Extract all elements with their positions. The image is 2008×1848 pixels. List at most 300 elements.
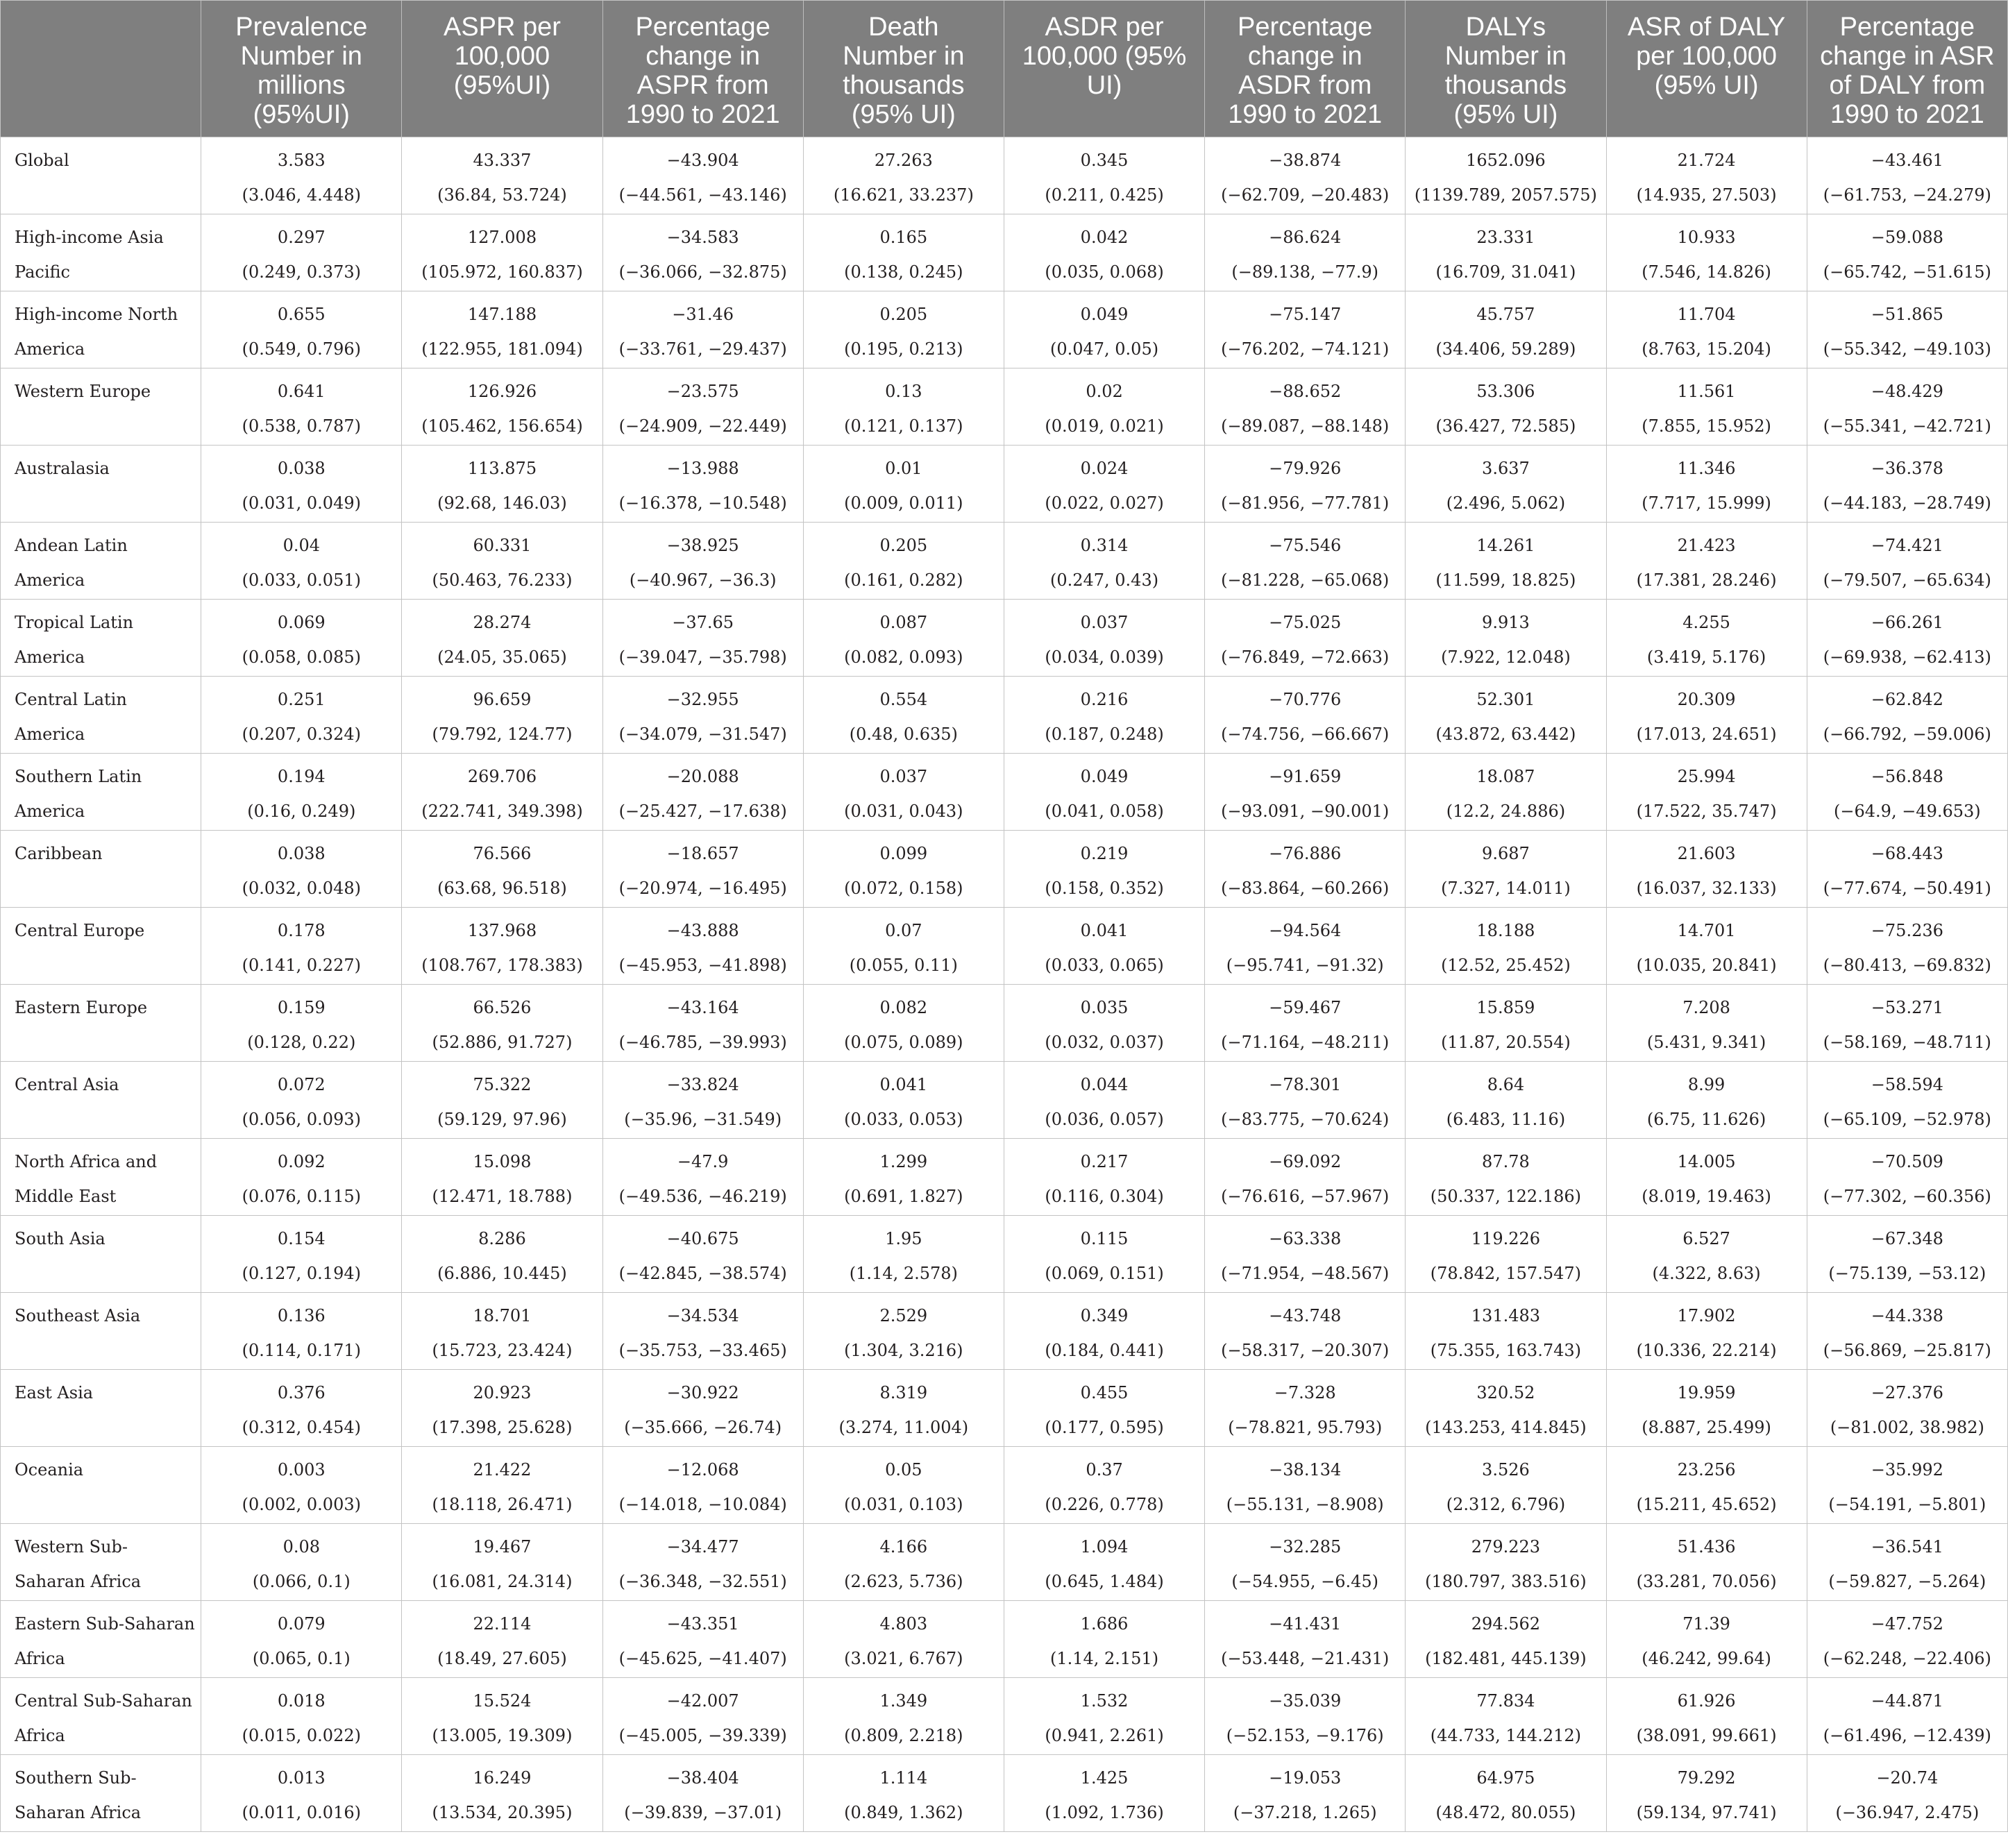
aspr-cell <box>402 831 602 908</box>
daly-asr-change-ci: (−77.302, −60.356) <box>1823 1187 1991 1206</box>
asdr-change-value: −70.776 <box>1269 690 1342 709</box>
table-header <box>1 1 2008 137</box>
prevalence-number-cell <box>201 523 402 600</box>
daly-asr-change-cell <box>1807 1447 2008 1524</box>
aspr-change-cell <box>603 1370 804 1447</box>
aspr-change-value: −34.583 <box>666 228 739 247</box>
dalys-number-cell <box>1406 1216 1606 1293</box>
daly-asr-cell <box>1607 523 1807 600</box>
death-number-ci: (1.304, 3.216) <box>844 1341 963 1360</box>
prevalence-number-cell <box>201 1601 402 1678</box>
dalys-number-ci: (7.922, 12.048) <box>1441 647 1571 667</box>
daly-asr-cell <box>1607 908 1807 985</box>
dalys-number-cell <box>1406 1678 1606 1755</box>
aspr-value: 16.249 <box>473 1768 532 1788</box>
aspr-change-value: −33.824 <box>666 1075 739 1094</box>
prevalence-number-cell <box>201 1293 402 1370</box>
daly-asr-change-value: −47.752 <box>1871 1614 1943 1634</box>
aspr-value: 19.467 <box>473 1537 532 1557</box>
death-number-value: 2.529 <box>879 1306 928 1325</box>
asdr-value: 0.049 <box>1080 767 1129 786</box>
daly-asr-change-cell <box>1807 368 2008 446</box>
daly-asr-cell <box>1607 1755 1807 1832</box>
asdr-cell <box>1004 1447 1205 1524</box>
daly-asr-ci: (14.935, 27.503) <box>1636 185 1777 205</box>
asdr-value: 0.217 <box>1080 1152 1129 1171</box>
daly-asr-cell <box>1607 291 1807 368</box>
asdr-value: 0.37 <box>1086 1460 1123 1480</box>
dalys-number-ci: (78.842, 157.547) <box>1430 1264 1582 1283</box>
daly-asr-cell <box>1607 137 1807 214</box>
dalys-number-value: 1652.096 <box>1466 151 1546 170</box>
death-number-ci: (0.195, 0.213) <box>844 339 963 359</box>
death-number-cell <box>804 1216 1004 1293</box>
aspr-value: 269.706 <box>467 767 537 786</box>
daly-asr-change-ci: (−59.827, −5.264) <box>1828 1572 1986 1591</box>
dalys-number-ci: (12.2, 24.886) <box>1446 802 1566 821</box>
header-row <box>1 1 2008 137</box>
daly-asr-value: 11.346 <box>1677 459 1736 478</box>
table-row-central-asia <box>1 1062 2008 1139</box>
region-label: East Asia <box>1 1370 201 1447</box>
asdr-ci: (1.14, 2.151) <box>1049 1649 1159 1668</box>
daly-asr-change-ci: (−55.341, −42.721) <box>1823 416 1991 436</box>
daly-asr-value: 4.255 <box>1682 613 1730 632</box>
aspr-value: 76.566 <box>473 844 532 863</box>
daly-asr-change-ci: (−56.869, −25.817) <box>1823 1341 1991 1360</box>
asdr-cell <box>1004 985 1205 1062</box>
aspr-change-ci: (−25.427, −17.638) <box>618 802 787 821</box>
prevalence-number-value: 0.018 <box>277 1691 326 1711</box>
daly-asr-change-value: −68.443 <box>1871 844 1943 863</box>
aspr-ci: (52.886, 91.727) <box>432 1033 573 1052</box>
aspr-change-cell <box>603 368 804 446</box>
aspr-change-cell <box>603 1062 804 1139</box>
aspr-change-value: −31.46 <box>672 305 734 324</box>
asdr-value: 1.094 <box>1080 1537 1129 1557</box>
death-number-cell <box>804 600 1004 677</box>
prevalence-number-ci: (0.065, 0.1) <box>252 1649 351 1668</box>
asdr-change-cell <box>1205 1139 1406 1216</box>
asdr-cell <box>1004 1139 1205 1216</box>
death-number-value: 4.166 <box>879 1537 928 1557</box>
table-row-caribbean <box>1 831 2008 908</box>
daly-asr-change-cell <box>1807 1524 2008 1601</box>
region-label: Andean Latin America <box>1 523 201 600</box>
death-number-cell <box>804 985 1004 1062</box>
aspr-change-ci: (−24.909, −22.449) <box>618 416 787 436</box>
death-number-cell <box>804 1524 1004 1601</box>
asdr-value: 0.044 <box>1080 1075 1129 1094</box>
prevalence-number-cell <box>201 1370 402 1447</box>
aspr-cell <box>402 291 602 368</box>
dalys-number-cell <box>1406 985 1606 1062</box>
aspr-change-cell <box>603 1139 804 1216</box>
aspr-change-ci: (−33.761, −29.437) <box>618 339 787 359</box>
aspr-ci: (12.471, 18.788) <box>432 1187 573 1206</box>
header-daly-asr: ASR of DALY per 100,000 (95% UI) <box>1607 1 1807 137</box>
death-number-value: 0.087 <box>879 613 928 632</box>
daly-asr-value: 21.724 <box>1677 151 1736 170</box>
aspr-value: 113.875 <box>467 459 537 478</box>
prevalence-number-value: 0.159 <box>277 998 326 1017</box>
prevalence-number-cell <box>201 908 402 985</box>
daly-asr-cell <box>1607 1139 1807 1216</box>
daly-asr-cell <box>1607 446 1807 523</box>
daly-asr-change-value: −36.378 <box>1871 459 1943 478</box>
aspr-cell <box>402 523 602 600</box>
asdr-change-ci: (−76.616, −57.967) <box>1221 1187 1390 1206</box>
asdr-ci: (0.041, 0.058) <box>1045 802 1164 821</box>
daly-asr-cell <box>1607 831 1807 908</box>
death-number-ci: (0.031, 0.043) <box>844 802 963 821</box>
asdr-change-cell <box>1205 677 1406 754</box>
death-number-value: 0.205 <box>879 536 928 555</box>
asdr-change-value: −91.659 <box>1269 767 1342 786</box>
aspr-cell <box>402 677 602 754</box>
aspr-value: 43.337 <box>473 151 532 170</box>
daly-asr-change-value: −27.376 <box>1871 1383 1943 1402</box>
dalys-number-value: 64.975 <box>1476 1768 1535 1788</box>
aspr-change-value: −43.888 <box>666 921 739 940</box>
dalys-number-ci: (2.496, 5.062) <box>1446 493 1566 513</box>
aspr-change-ci: (−39.047, −35.798) <box>618 647 787 667</box>
death-number-value: 1.349 <box>879 1691 928 1711</box>
asdr-change-cell <box>1205 368 1406 446</box>
asdr-ci: (1.092, 1.736) <box>1045 1803 1164 1822</box>
daly-asr-ci: (38.091, 99.661) <box>1636 1726 1777 1745</box>
aspr-cell <box>402 446 602 523</box>
dalys-number-cell <box>1406 1601 1606 1678</box>
aspr-change-cell <box>603 985 804 1062</box>
aspr-change-cell <box>603 1678 804 1755</box>
table-row-north-africa-and-middle-east <box>1 1139 2008 1216</box>
region-label: Central Europe <box>1 908 201 985</box>
asdr-change-cell <box>1205 1370 1406 1447</box>
aspr-change-cell <box>603 600 804 677</box>
death-number-cell <box>804 1370 1004 1447</box>
aspr-change-value: −37.65 <box>672 613 734 632</box>
death-number-cell <box>804 446 1004 523</box>
dalys-number-value: 18.087 <box>1476 767 1535 786</box>
asdr-value: 1.686 <box>1080 1614 1129 1634</box>
death-number-ci: (0.691, 1.827) <box>844 1187 963 1206</box>
aspr-ci: (24.05, 35.065) <box>437 647 567 667</box>
aspr-cell <box>402 1678 602 1755</box>
header-asdr-change: Percentage change in ASDR from 1990 to 2021 <box>1205 1 1406 137</box>
asdr-value: 0.219 <box>1080 844 1129 863</box>
death-number-value: 0.041 <box>879 1075 928 1094</box>
daly-asr-change-ci: (−36.947, 2.475) <box>1835 1803 1980 1822</box>
death-number-value: 0.205 <box>879 305 928 324</box>
daly-asr-change-cell <box>1807 985 2008 1062</box>
aspr-change-value: −43.164 <box>666 998 739 1017</box>
region-label: Australasia <box>1 446 201 523</box>
daly-asr-change-cell <box>1807 446 2008 523</box>
dalys-number-value: 9.913 <box>1482 613 1530 632</box>
daly-asr-cell <box>1607 214 1807 291</box>
daly-asr-value: 79.292 <box>1677 1768 1736 1788</box>
daly-asr-ci: (16.037, 32.133) <box>1636 879 1777 898</box>
aspr-change-value: −38.404 <box>666 1768 739 1788</box>
death-number-ci: (0.055, 0.11) <box>849 956 958 975</box>
asdr-change-cell <box>1205 600 1406 677</box>
dalys-number-ci: (1139.789, 2057.575) <box>1414 185 1597 205</box>
asdr-change-value: −41.431 <box>1269 1614 1342 1634</box>
aspr-change-cell <box>603 831 804 908</box>
prevalence-number-value: 0.297 <box>277 228 326 247</box>
asdr-ci: (0.247, 0.43) <box>1049 570 1159 590</box>
aspr-change-value: −38.925 <box>666 536 739 555</box>
daly-asr-change-value: −51.865 <box>1871 305 1943 324</box>
asdr-change-cell <box>1205 291 1406 368</box>
daly-asr-change-ci: (−62.248, −22.406) <box>1823 1649 1991 1668</box>
asdr-change-value: −75.147 <box>1269 305 1342 324</box>
asdr-cell <box>1004 908 1205 985</box>
death-number-cell <box>804 677 1004 754</box>
dalys-number-value: 18.188 <box>1476 921 1535 940</box>
prevalence-number-ci: (0.16, 0.249) <box>247 802 356 821</box>
daly-asr-change-cell <box>1807 908 2008 985</box>
death-number-value: 0.554 <box>879 690 928 709</box>
daly-asr-ci: (7.717, 15.999) <box>1642 493 1771 513</box>
daly-asr-change-ci: (−61.496, −12.439) <box>1823 1726 1991 1745</box>
daly-asr-change-ci: (−44.183, −28.749) <box>1823 493 1991 513</box>
region-label: Southeast Asia <box>1 1293 201 1370</box>
aspr-change-ci: (−45.953, −41.898) <box>618 956 787 975</box>
asdr-cell <box>1004 677 1205 754</box>
aspr-change-cell <box>603 1293 804 1370</box>
daly-asr-change-value: −58.594 <box>1871 1075 1943 1094</box>
asdr-ci: (0.033, 0.065) <box>1045 956 1164 975</box>
death-number-cell <box>804 368 1004 446</box>
asdr-ci: (0.941, 2.261) <box>1045 1726 1164 1745</box>
region-label: Eastern Europe <box>1 985 201 1062</box>
aspr-ci: (222.741, 349.398) <box>421 802 583 821</box>
dalys-number-value: 23.331 <box>1476 228 1535 247</box>
aspr-change-cell <box>603 291 804 368</box>
asdr-change-ci: (−81.956, −77.781) <box>1221 493 1390 513</box>
daly-asr-change-value: −43.461 <box>1871 151 1943 170</box>
asdr-change-ci: (−71.954, −48.567) <box>1221 1264 1390 1283</box>
asdr-cell <box>1004 1062 1205 1139</box>
prevalence-number-ci: (0.015, 0.022) <box>242 1726 361 1745</box>
prevalence-number-value: 0.251 <box>277 690 326 709</box>
asdr-value: 0.314 <box>1080 536 1129 555</box>
dalys-number-cell <box>1406 1062 1606 1139</box>
prevalence-number-cell <box>201 1062 402 1139</box>
asdr-change-ci: (−58.317, −20.307) <box>1221 1341 1390 1360</box>
asdr-change-ci: (−62.709, −20.483) <box>1221 185 1390 205</box>
dalys-number-ci: (2.312, 6.796) <box>1446 1495 1566 1514</box>
daly-asr-ci: (17.013, 24.651) <box>1636 724 1777 744</box>
table-row-central-sub-saharan-africa <box>1 1678 2008 1755</box>
aspr-cell <box>402 1216 602 1293</box>
daly-asr-change-cell <box>1807 831 2008 908</box>
aspr-change-cell <box>603 1524 804 1601</box>
daly-asr-ci: (7.855, 15.952) <box>1642 416 1771 436</box>
region-label: Southern Latin America <box>1 754 201 831</box>
death-number-cell <box>804 831 1004 908</box>
daly-asr-change-value: −44.871 <box>1871 1691 1943 1711</box>
daly-asr-change-value: −35.992 <box>1871 1460 1943 1480</box>
daly-asr-change-cell <box>1807 137 2008 214</box>
asdr-change-cell <box>1205 985 1406 1062</box>
asdr-ci: (0.034, 0.039) <box>1045 647 1164 667</box>
daly-asr-change-value: −56.848 <box>1871 767 1943 786</box>
daly-asr-change-value: −53.271 <box>1871 998 1943 1017</box>
death-number-ci: (1.14, 2.578) <box>849 1264 958 1283</box>
asdr-change-value: −32.285 <box>1269 1537 1342 1557</box>
header-asdr: ASDR per 100,000 (95% UI) <box>1004 1 1205 137</box>
prevalence-number-value: 0.072 <box>277 1075 326 1094</box>
prevalence-number-ci: (0.056, 0.093) <box>242 1110 361 1129</box>
daly-asr-ci: (46.242, 99.64) <box>1642 1649 1771 1668</box>
dalys-number-cell <box>1406 446 1606 523</box>
death-number-cell <box>804 1447 1004 1524</box>
prevalence-number-ci: (0.058, 0.085) <box>242 647 361 667</box>
prevalence-number-value: 0.003 <box>277 1460 326 1480</box>
death-number-ci: (0.48, 0.635) <box>849 724 958 744</box>
death-number-ci: (0.138, 0.245) <box>844 262 963 282</box>
asdr-cell <box>1004 754 1205 831</box>
death-number-ci: (3.274, 11.004) <box>838 1418 969 1437</box>
aspr-cell <box>402 600 602 677</box>
death-number-value: 0.099 <box>879 844 928 863</box>
region-label: Caribbean <box>1 831 201 908</box>
aspr-ci: (105.972, 160.837) <box>421 262 583 282</box>
aspr-cell <box>402 1293 602 1370</box>
death-number-value: 1.299 <box>879 1152 928 1171</box>
table-body <box>1 137 2008 1832</box>
dalys-number-value: 9.687 <box>1482 844 1530 863</box>
aspr-change-value: −30.922 <box>666 1383 739 1402</box>
prevalence-number-ci: (0.312, 0.454) <box>242 1418 361 1437</box>
asdr-change-cell <box>1205 214 1406 291</box>
aspr-change-value: −12.068 <box>666 1460 739 1480</box>
dalys-number-cell <box>1406 908 1606 985</box>
daly-asr-cell <box>1607 1370 1807 1447</box>
asdr-cell <box>1004 214 1205 291</box>
prevalence-number-ci: (3.046, 4.448) <box>242 185 361 205</box>
death-number-value: 0.082 <box>879 998 928 1017</box>
daly-asr-ci: (3.419, 5.176) <box>1646 647 1766 667</box>
prevalence-number-ci: (0.207, 0.324) <box>242 724 361 744</box>
death-number-ci: (0.033, 0.053) <box>844 1110 963 1129</box>
asdr-ci: (0.158, 0.352) <box>1045 879 1164 898</box>
aspr-change-ci: (−42.845, −38.574) <box>618 1264 787 1283</box>
asdr-change-value: −63.338 <box>1269 1229 1342 1248</box>
dalys-number-value: 3.637 <box>1482 459 1530 478</box>
daly-asr-value: 17.902 <box>1677 1306 1736 1325</box>
daly-asr-change-ci: (−79.507, −65.634) <box>1823 570 1991 590</box>
asdr-change-ci: (−76.202, −74.121) <box>1221 339 1390 359</box>
daly-asr-ci: (7.546, 14.826) <box>1642 262 1771 282</box>
aspr-change-value: −23.575 <box>666 382 739 401</box>
daly-asr-change-cell <box>1807 523 2008 600</box>
death-number-ci: (0.072, 0.158) <box>844 879 963 898</box>
dalys-number-ci: (50.337, 122.186) <box>1430 1187 1582 1206</box>
asdr-change-ci: (−89.138, −77.9) <box>1231 262 1379 282</box>
death-number-cell <box>804 1601 1004 1678</box>
death-number-value: 0.07 <box>885 921 922 940</box>
aspr-cell <box>402 908 602 985</box>
region-label: North Africa and Middle East <box>1 1139 201 1216</box>
death-number-value: 0.13 <box>885 382 922 401</box>
prevalence-number-cell <box>201 677 402 754</box>
daly-asr-ci: (10.336, 22.214) <box>1636 1341 1777 1360</box>
asdr-ci: (0.036, 0.057) <box>1045 1110 1164 1129</box>
prevalence-number-ci: (0.549, 0.796) <box>242 339 361 359</box>
dalys-number-value: 3.526 <box>1482 1460 1530 1480</box>
dalys-number-cell <box>1406 831 1606 908</box>
prevalence-number-ci: (0.033, 0.051) <box>242 570 361 590</box>
region-label: Central Sub-Saharan Africa <box>1 1678 201 1755</box>
aspr-change-ci: (−14.018, −10.084) <box>618 1495 787 1514</box>
asdr-change-ci: (−83.775, −70.624) <box>1221 1110 1390 1129</box>
daly-asr-cell <box>1607 1524 1807 1601</box>
daly-asr-change-cell <box>1807 754 2008 831</box>
dalys-number-value: 294.562 <box>1471 1614 1541 1634</box>
aspr-change-value: −47.9 <box>677 1152 729 1171</box>
header-corner <box>1 1 201 137</box>
asdr-change-cell <box>1205 1678 1406 1755</box>
asdr-change-cell <box>1205 908 1406 985</box>
asdr-change-value: −38.874 <box>1269 151 1342 170</box>
dalys-number-ci: (180.797, 383.516) <box>1425 1572 1587 1591</box>
aspr-change-ci: (−16.378, −10.548) <box>618 493 787 513</box>
daly-asr-ci: (6.75, 11.626) <box>1646 1110 1766 1129</box>
dalys-number-ci: (11.599, 18.825) <box>1435 570 1576 590</box>
prevalence-number-cell <box>201 137 402 214</box>
aspr-ci: (13.005, 19.309) <box>432 1726 573 1745</box>
dalys-number-cell <box>1406 1755 1606 1832</box>
asdr-value: 1.425 <box>1080 1768 1129 1788</box>
asdr-change-value: −69.092 <box>1269 1152 1342 1171</box>
prevalence-number-value: 0.655 <box>277 305 326 324</box>
prevalence-number-value: 0.376 <box>277 1383 326 1402</box>
dalys-number-value: 52.301 <box>1476 690 1535 709</box>
prevalence-number-ci: (0.076, 0.115) <box>242 1187 361 1206</box>
asdr-ci: (0.226, 0.778) <box>1045 1495 1164 1514</box>
aspr-change-cell <box>603 677 804 754</box>
daly-asr-cell <box>1607 1678 1807 1755</box>
asdr-change-cell <box>1205 523 1406 600</box>
asdr-cell <box>1004 1216 1205 1293</box>
aspr-ci: (13.534, 20.395) <box>432 1803 573 1822</box>
prevalence-number-value: 0.04 <box>282 536 320 555</box>
prevalence-number-value: 0.038 <box>277 844 326 863</box>
aspr-change-value: −34.477 <box>666 1537 739 1557</box>
dalys-number-value: 8.64 <box>1487 1075 1525 1094</box>
dalys-number-ci: (44.733, 144.212) <box>1430 1726 1582 1745</box>
aspr-value: 8.286 <box>478 1229 526 1248</box>
death-number-cell <box>804 137 1004 214</box>
daly-asr-change-value: −67.348 <box>1871 1229 1943 1248</box>
daly-asr-value: 11.704 <box>1677 305 1736 324</box>
asdr-change-ci: (−55.131, −8.908) <box>1226 1495 1384 1514</box>
daly-asr-ci: (10.035, 20.841) <box>1636 956 1777 975</box>
dalys-number-cell <box>1406 754 1606 831</box>
dalys-number-cell <box>1406 677 1606 754</box>
death-number-ci: (0.031, 0.103) <box>844 1495 963 1514</box>
asdr-ci: (0.211, 0.425) <box>1045 185 1164 205</box>
daly-asr-ci: (8.019, 19.463) <box>1642 1187 1771 1206</box>
daly-asr-value: 25.994 <box>1677 767 1736 786</box>
dalys-number-ci: (43.872, 63.442) <box>1435 724 1576 744</box>
aspr-change-cell <box>603 754 804 831</box>
asdr-change-value: −59.467 <box>1269 998 1342 1017</box>
